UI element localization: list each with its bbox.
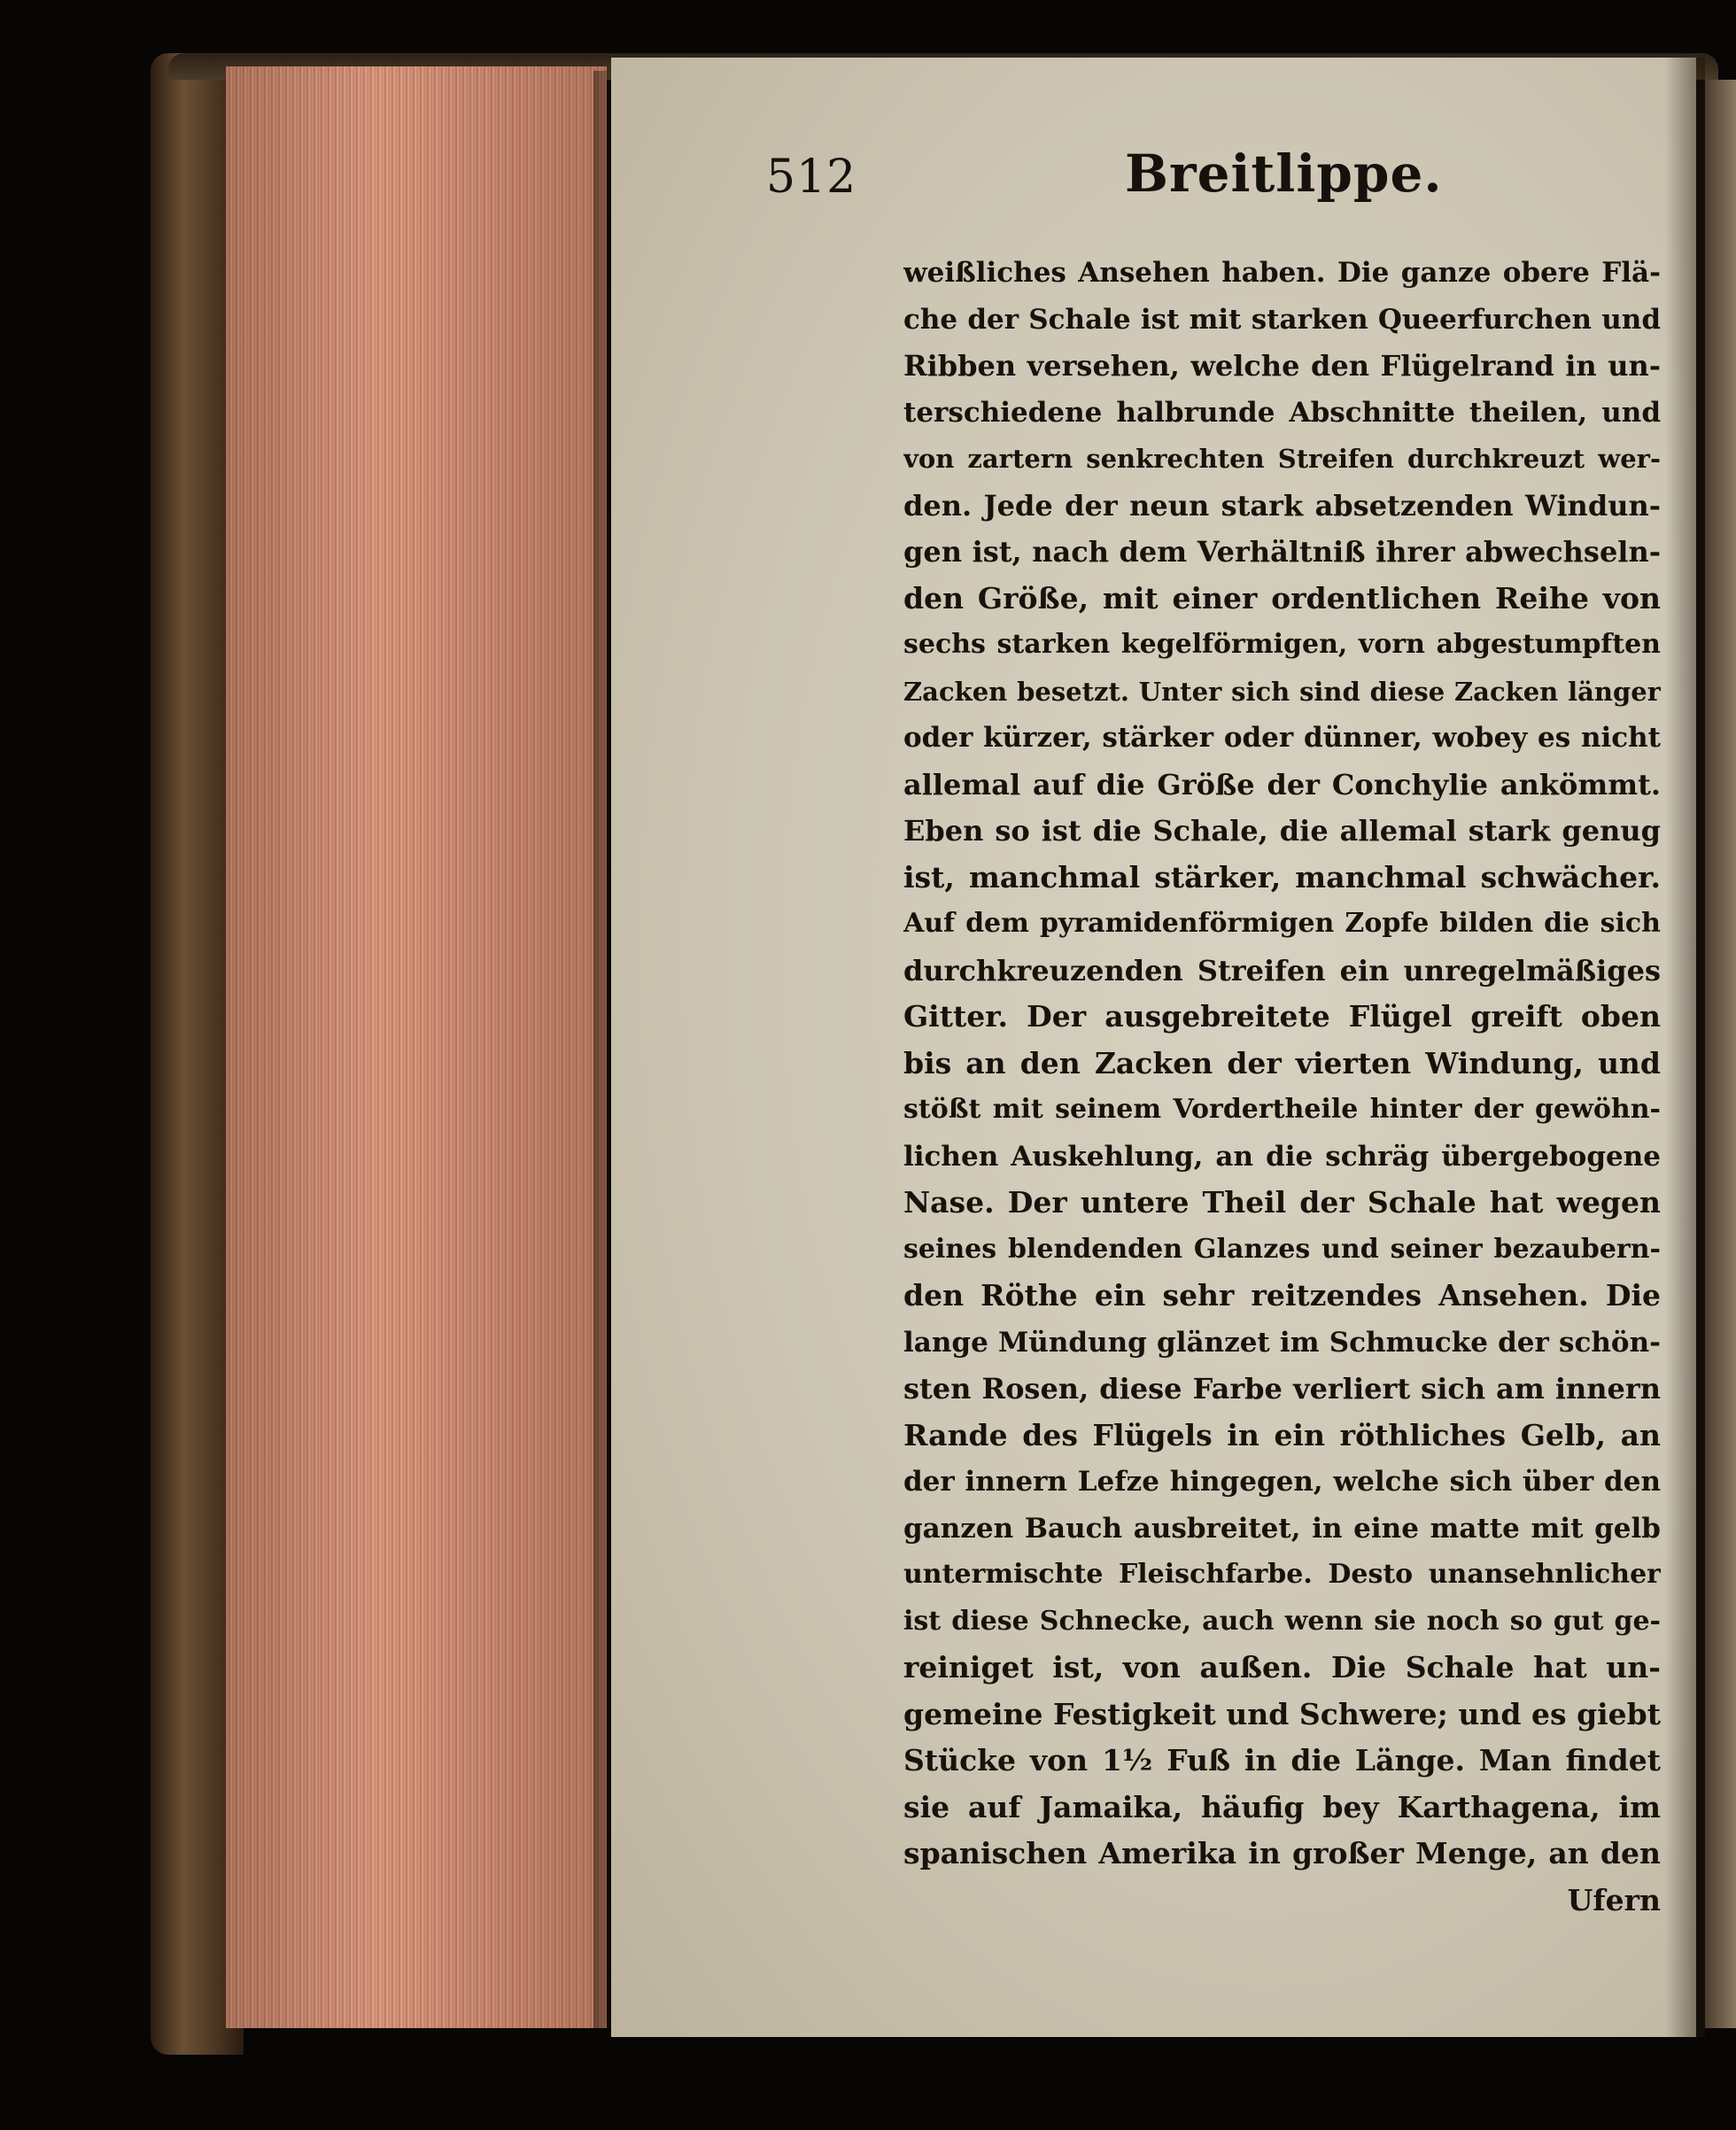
text-line: gemeine Festigkeit und Schwere; und es giebt [903,1696,1661,1731]
text-line: den. Jede der neun stark absetzenden Windun- [903,488,1661,523]
text-line: weißliches Ansehen haben. Die ganze obere Flä- [903,257,1661,289]
text-line: der innern Lefze hingegen, welche sich über den [903,1466,1661,1498]
text-line: lange Mündung glänzet im Schmucke der schön- [903,1326,1661,1359]
text-line: untermischte Fleischfarbe. Desto unansehnlicher [903,1559,1661,1590]
text-line: Ribben versehen, welche den Flügelrand in un- [903,349,1661,383]
text-line: seines blendenden Glanzes und seiner bezaubern- [903,1233,1661,1265]
page-block-edges [226,66,607,2028]
text-line: sten Rosen, diese Farbe verliert sich am innern [903,1372,1661,1406]
text-line: von zartern senkrechten Streifen durchkreuzt wer- [903,444,1661,474]
text-line: Eben so ist die Schale, die allemal stark genug [903,814,1661,848]
text-line: lichen Auskehlung, an die schräg übergebogene [903,1140,1661,1173]
text-line: Zacken besetzt. Unter sich sind diese Zacken länger [903,676,1661,707]
text-line: oder kürzer, stärker oder dünner, wobey es nicht [903,722,1661,754]
text-line: reiniget ist, von außen. Die Schale hat un- [903,1650,1661,1685]
body-text [903,250,1661,1924]
text-line: ist, manchmal stärker, manchmal schwächer. [903,859,1661,895]
text-line: Rande des Flügels in ein röthliches Gelb, an [903,1417,1661,1452]
text-line: ganzen Bauch ausbreitet, in eine matte mit gelb [903,1512,1661,1545]
text-line: terschiedene halbrunde Abschnitte theilen, und [903,396,1661,429]
text-line: sie auf Jamaika, häufig bey Karthagena, im [903,1789,1661,1824]
text-line: che der Schale ist mit starken Queerfurchen und [903,303,1661,336]
text-line: Nase. Der untere Theil der Schale hat wegen [903,1185,1661,1220]
page-number: 512 [766,151,857,204]
text-line-catchword: Ufern [1567,1882,1661,1917]
text-line: Stücke von 1½ Fuß in die Länge. Man findet [903,1743,1661,1778]
facing-page-sliver [1705,80,1736,2028]
text-line: den Größe, mit einer ordentlichen Reihe von [903,580,1661,616]
text-line: Auf dem pyramidenförmigen Zopfe bilden die sich [903,908,1661,939]
running-head: Breitlippe. [1125,143,1443,204]
page-gutter-shadow [1665,58,1705,2037]
text-line: bis an den Zacken der vierten Windung, und [903,1045,1661,1080]
text-line: ist diese Schnecke, auch wenn sie noch so gut ge- [903,1605,1661,1637]
text-line: gen ist, nach dem Verhältniß ihrer abwechseln- [903,535,1661,569]
text-line: spanischen Amerika in großer Menge, an den [903,1836,1661,1871]
text-line: den Röthe ein sehr reitzendes Ansehen. Die [903,1278,1661,1313]
text-line: durchkreuzenden Streifen ein unregelmäßiges [903,953,1661,988]
text-line: sechs starken kegelförmigen, vorn abgestumpften [903,629,1661,660]
text-line: allemal auf die Größe der Conchylie ankömmt. [903,767,1661,802]
text-line: stößt mit seinem Vordertheile hinter der gewöhn- [903,1094,1661,1125]
text-line: Gitter. Der ausgebreitete Flügel greift oben [903,999,1661,1034]
